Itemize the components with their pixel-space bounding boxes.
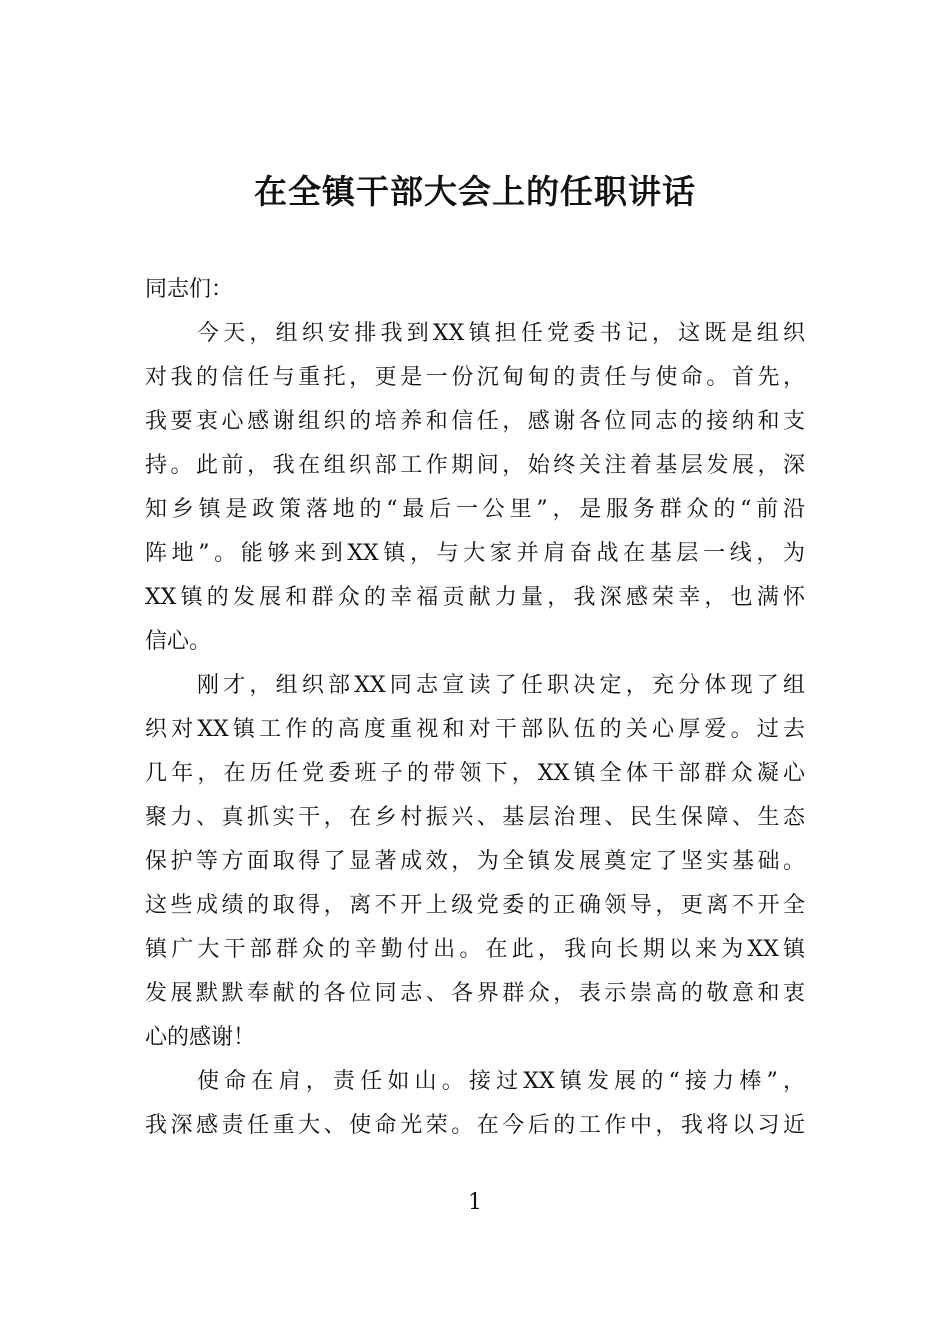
paragraph-line: 织对XX镇工作的高度重视和对干部队伍的关心厚爱。过去 (145, 717, 805, 742)
paragraph-line: 阵地”。能够来到XX镇，与大家并肩奋战在基层一线，为 (145, 541, 805, 566)
paragraph-line: 几年，在历任党委班子的带领下，XX镇全体干部群众凝心 (145, 761, 805, 786)
paragraph-line: 我深感责任重大、使命光荣。在今后的工作中，我将以习近 (145, 1113, 805, 1138)
document-title: 在全镇干部大会上的任职讲话 (254, 172, 696, 211)
paragraph-line: 对我的信任与重托，更是一份沉甸甸的责任与使命。首先， (145, 365, 805, 390)
paragraph-line: 使命在肩，责任如山。接过XX镇发展的“接力棒”， (197, 1069, 805, 1094)
paragraph-line: 保护等方面取得了显著成效，为全镇发展奠定了坚实基础。 (145, 849, 805, 874)
paragraph-line: 持。此前，我在组织部工作期间，始终关注着基层发展，深 (145, 453, 805, 478)
paragraph-line: 我要衷心感谢组织的培养和信任，感谢各位同志的接纳和支 (145, 409, 805, 434)
paragraph-line: 信心。 (145, 629, 212, 654)
paragraph-line: 聚力、真抓实干，在乡村振兴、基层治理、民生保障、生态 (145, 805, 805, 830)
paragraph-line: 心的感谢！ (145, 1025, 256, 1050)
page-number: 1 (468, 1190, 482, 1215)
salutation-line: 同志们： (145, 277, 234, 302)
paragraph-line: 这些成绩的取得，离不开上级党委的正确领导，更离不开全 (145, 893, 805, 918)
paragraph-line: 镇广大干部群众的辛勤付出。在此，我向长期以来为XX镇 (145, 937, 805, 962)
paragraph-line: 知乡镇是政策落地的“最后一公里”，是服务群众的“前沿 (145, 497, 805, 522)
paragraph-line: 发展默默奉献的各位同志、各界群众，表示崇高的敬意和衷 (145, 981, 805, 1006)
paragraph-line: XX镇的发展和群众的幸福贡献力量，我深感荣幸，也满怀 (145, 585, 805, 610)
document-body (145, 268, 805, 1148)
paragraph-line: 今天，组织安排我到XX镇担任党委书记，这既是组织 (197, 321, 805, 346)
paragraph-line: 刚才，组织部XX同志宣读了任职决定，充分体现了组 (197, 673, 805, 698)
